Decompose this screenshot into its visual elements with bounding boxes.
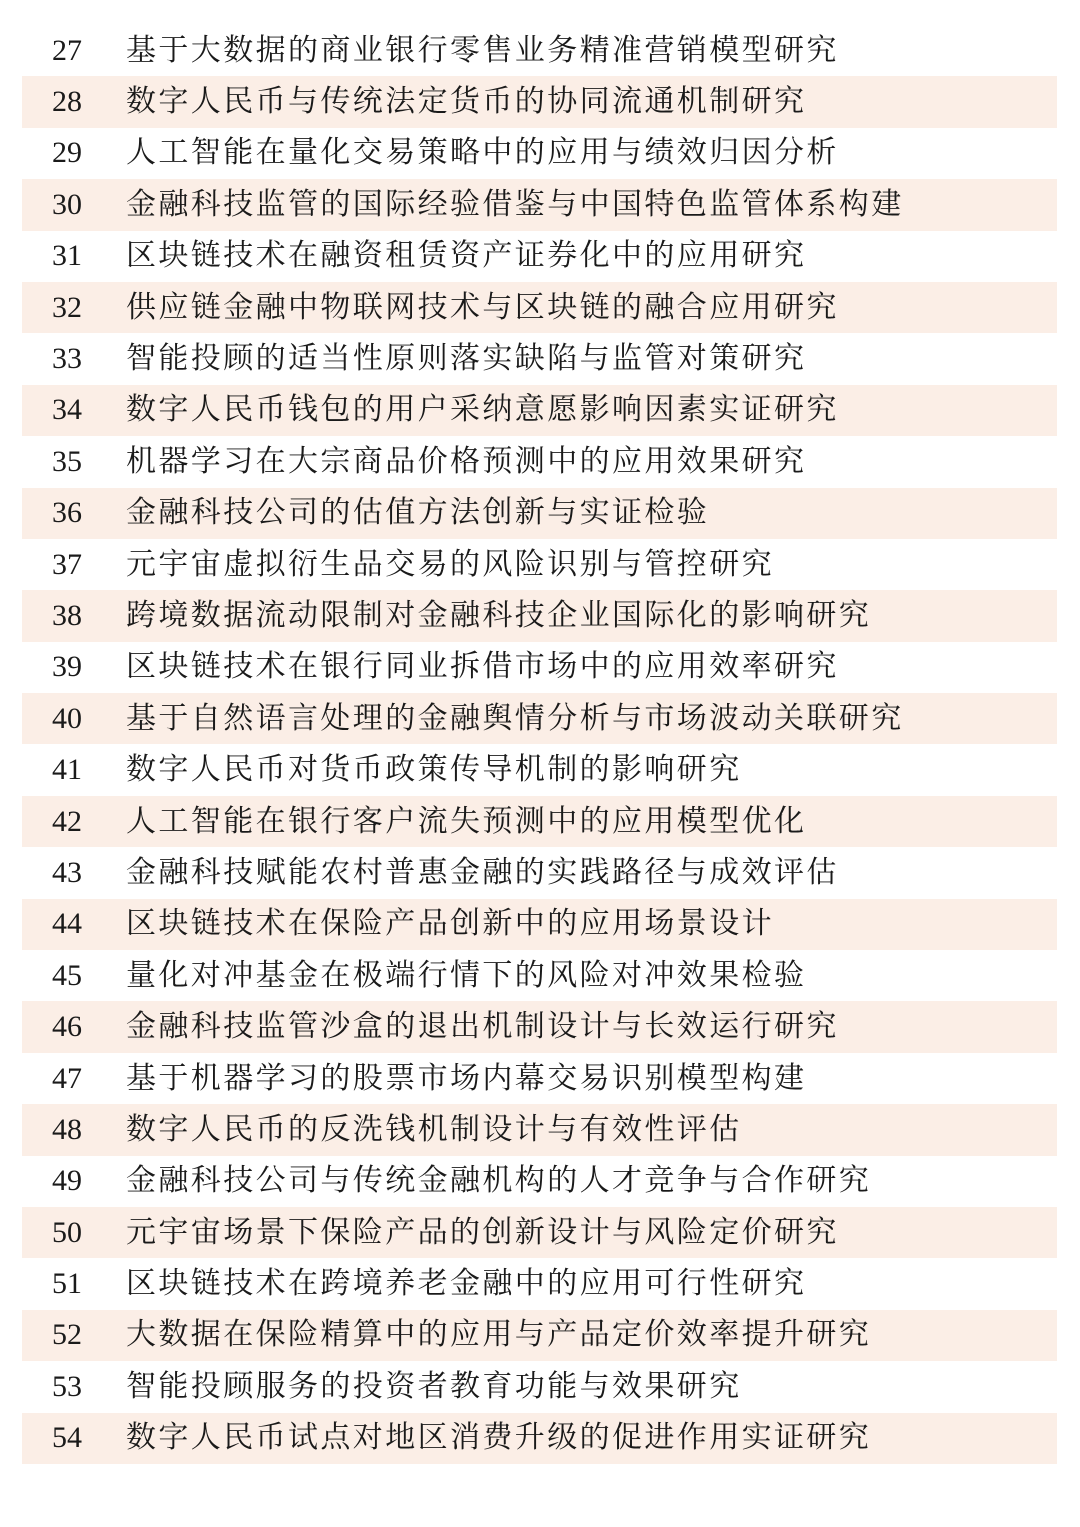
item-title: 金融科技公司与传统金融机构的人才竞争与合作研究: [126, 1163, 872, 1199]
list-item: [22, 76, 1057, 127]
item-number: 46: [52, 1010, 82, 1044]
item-title: 金融科技赋能农村普惠金融的实践路径与成效评估: [126, 854, 839, 890]
item-number: 35: [52, 444, 82, 478]
item-number: 34: [52, 393, 82, 427]
item-number: 43: [52, 855, 82, 889]
item-number: 52: [52, 1318, 82, 1352]
list-item: [22, 693, 1057, 744]
list-item: [22, 25, 1057, 76]
list-item: [22, 847, 1057, 898]
list-item: [22, 1310, 1057, 1361]
item-title: 金融科技公司的估值方法创新与实证检验: [126, 495, 710, 531]
list-item: [22, 179, 1057, 230]
item-number: 42: [52, 804, 82, 838]
item-number: 44: [52, 907, 82, 941]
item-title: 大数据在保险精算中的应用与产品定价效率提升研究: [126, 1317, 872, 1353]
item-title: 机器学习在大宗商品价格预测中的应用效果研究: [126, 443, 807, 479]
list-item: [22, 385, 1057, 436]
item-number: 39: [52, 650, 82, 684]
list-item: [22, 1104, 1057, 1155]
item-number: 38: [52, 598, 82, 632]
item-title: 智能投顾的适当性原则落实缺陷与监管对策研究: [126, 341, 807, 377]
list-item: [22, 1258, 1057, 1309]
item-title: 数字人民币的反洗钱机制设计与有效性评估: [126, 1111, 742, 1147]
item-number: 31: [52, 239, 82, 273]
list-item: [22, 282, 1057, 333]
list-item: [22, 231, 1057, 282]
list-item: [22, 590, 1057, 641]
list-item: [22, 333, 1057, 384]
list-item: [22, 1001, 1057, 1052]
item-number: 45: [52, 958, 82, 992]
list-item: [22, 1207, 1057, 1258]
item-number: 41: [52, 753, 82, 787]
item-title: 区块链技术在保险产品创新中的应用场景设计: [126, 906, 774, 942]
list-item: [22, 539, 1057, 590]
item-title: 数字人民币钱包的用户采纳意愿影响因素实证研究: [126, 392, 839, 428]
item-number: 32: [52, 290, 82, 324]
list-item: [22, 950, 1057, 1001]
item-number: 53: [52, 1369, 82, 1403]
item-title: 数字人民币试点对地区消费升级的促进作用实证研究: [126, 1420, 872, 1456]
item-number: 30: [52, 187, 82, 221]
topic-list: [22, 25, 1057, 1464]
item-title: 元宇宙虚拟衍生品交易的风险识别与管控研究: [126, 546, 774, 582]
item-number: 36: [52, 496, 82, 530]
item-number: 27: [52, 33, 82, 67]
item-title: 金融科技监管沙盒的退出机制设计与长效运行研究: [126, 1009, 839, 1045]
item-number: 49: [52, 1164, 82, 1198]
item-number: 54: [52, 1421, 82, 1455]
item-number: 48: [52, 1112, 82, 1146]
item-title: 跨境数据流动限制对金融科技企业国际化的影响研究: [126, 597, 872, 633]
item-number: 37: [52, 547, 82, 581]
item-title: 区块链技术在跨境养老金融中的应用可行性研究: [126, 1266, 807, 1302]
item-number: 50: [52, 1215, 82, 1249]
list-item: [22, 1361, 1057, 1412]
list-item: [22, 488, 1057, 539]
list-item: [22, 436, 1057, 487]
item-title: 数字人民币对货币政策传导机制的影响研究: [126, 752, 742, 788]
list-item: [22, 744, 1057, 795]
item-title: 区块链技术在银行同业拆借市场中的应用效率研究: [126, 649, 839, 685]
item-title: 基于机器学习的股票市场内幕交易识别模型构建: [126, 1060, 807, 1096]
list-item: [22, 642, 1057, 693]
list-item: [22, 899, 1057, 950]
list-item: [22, 128, 1057, 179]
item-number: 33: [52, 342, 82, 376]
item-title: 金融科技监管的国际经验借鉴与中国特色监管体系构建: [126, 186, 904, 222]
list-item: [22, 1156, 1057, 1207]
list-item: [22, 796, 1057, 847]
list-item: [22, 1053, 1057, 1104]
item-title: 基于大数据的商业银行零售业务精准营销模型研究: [126, 32, 839, 68]
item-number: 47: [52, 1061, 82, 1095]
item-number: 28: [52, 85, 82, 119]
item-number: 29: [52, 136, 82, 170]
item-title: 供应链金融中物联网技术与区块链的融合应用研究: [126, 289, 839, 325]
item-title: 智能投顾服务的投资者教育功能与效果研究: [126, 1368, 742, 1404]
item-number: 51: [52, 1267, 82, 1301]
item-title: 量化对冲基金在极端行情下的风险对冲效果检验: [126, 957, 807, 993]
list-item: [22, 1413, 1057, 1464]
item-title: 人工智能在量化交易策略中的应用与绩效归因分析: [126, 135, 839, 171]
item-number: 40: [52, 701, 82, 735]
item-title: 区块链技术在融资租赁资产证券化中的应用研究: [126, 238, 807, 274]
item-title: 基于自然语言处理的金融舆情分析与市场波动关联研究: [126, 700, 904, 736]
item-title: 数字人民币与传统法定货币的协同流通机制研究: [126, 84, 807, 120]
item-title: 元宇宙场景下保险产品的创新设计与风险定价研究: [126, 1214, 839, 1250]
item-title: 人工智能在银行客户流失预测中的应用模型优化: [126, 803, 807, 839]
